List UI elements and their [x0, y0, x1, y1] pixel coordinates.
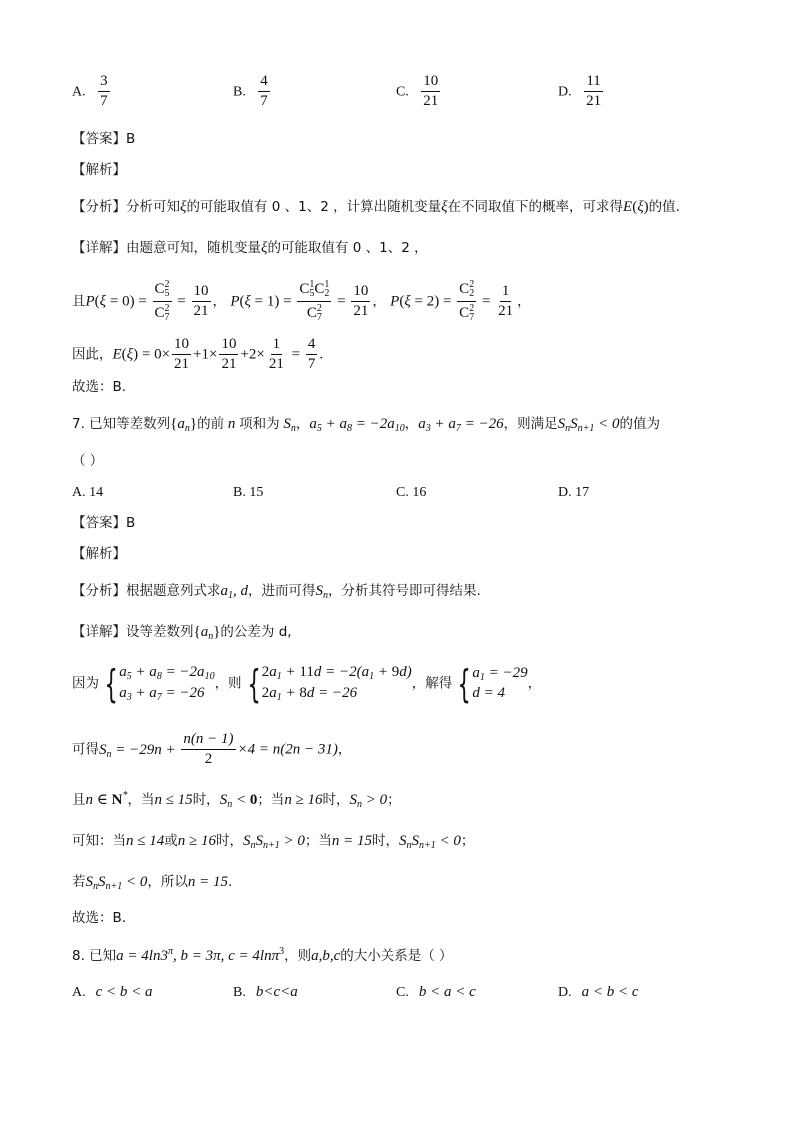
q7-paren: （ ） [72, 453, 104, 469]
q6-probabilities: 且P(ξ = 0) = $\frac{C^2_5}{C^2_7}$ = $\frac{10}{21}$ ， P(ξ = 1) = $\frac{C^1_5C^1_2}{C^2_7}$ = $\frac{10}{21}$ ， P(ξ = 2) = $\frac{C^2_2}{C^2_7}$ = $\frac{1}{21}$ ， [72, 279, 531, 323]
q7-fenxi: 【分析】根据题意列式求$a_1$, d，进而可得$S_n$，分析其符号即可得结果. [72, 583, 481, 601]
q8-option-d: D. a < b < c [558, 984, 639, 1000]
q7-analysis-heading: 【解析】 [72, 546, 126, 562]
q6-option-c: C. $\frac{10}{21}$ [396, 73, 439, 109]
q6-analysis-heading: 【解析】 [72, 162, 126, 178]
q7-ruo-line: 若$S_nS_{n+1} < 0$，所以n = 15. [72, 874, 233, 892]
q7-option-c: C. 16 [396, 485, 427, 500]
q8-option-c: C. b < a < c [396, 984, 476, 1000]
q7-answer: 【答案】B [72, 515, 136, 531]
q7-stem: 7. 已知等差数列$\{a_n\}$的前 n 项和为 $S_n$，$a_5 + a_8 = -2a_{10}$，$a_3 + a_7 = -26$，则满足$S_nS_{n+1} < 0$的值为 [72, 416, 660, 434]
q6-expectation: 因此，E(ξ) = 0× $\frac{10}{21}$ +1× $\frac{10}{21}$ +2× $\frac{1}{21}$ = $\frac{4}{7}$ . [72, 336, 324, 372]
q6-option-d: D. $\frac{11}{21}$ [558, 73, 602, 109]
q8-option-b: B. b<c<a [233, 984, 298, 1000]
fraction: $\frac{11}{21}$ [586, 73, 602, 109]
q7-option-d: D. 17 [558, 485, 590, 500]
fraction: $\frac{4}{7}$ [260, 73, 268, 109]
q7-sn-formula: 可得$S_n = -29n$ + $\frac{n(n - 1)}{2}$ ×4 = n(2n − 31)， [72, 731, 352, 767]
fraction: $\frac{10}{21}$ [423, 73, 439, 109]
q6-xiangjie: 【详解】由题意可知，随机变量ξ的可能取值有 0 、1、2 ， [72, 240, 428, 256]
q7-option-b: B. 15 [233, 485, 264, 500]
q8-stem: 8. 已知$a = 4\ln 3^\pi$, b = 3π, c = 4lnπ$^3$，则a,b,c的大小关系是（ ） [72, 946, 453, 964]
q7-system: 因为 { $a_5 + a_8 = -2a_{10}$ $a_3 + a_7 = -26$ ，则 { $2a_1 + 11d = -2(a_1 + 9d)$ $2a_1 + 8d = -26$ ，解得 { $a_1 = -29$ d = 4 ， [72, 661, 542, 706]
q6-option-a: A. $\frac{3}{7}$ [72, 73, 108, 109]
q6-fenxi: 【分析】分析可知ξ的可能取值有 0 、1、2 ，计算出随机变量ξ在不同取值下的概率，可求得E(ξ)的值. [72, 199, 680, 215]
q7-sign-line: 且n ∈ N*，当n ≤ 15时，$S_n < 0$；当n ≥ 16时，$S_n > 0$； [72, 790, 401, 810]
q6-answer: 【答案】B [72, 131, 136, 147]
q6-conclusion: 故选：B. [72, 379, 127, 395]
q7-xiangjie: 【详解】设等差数列$\{a_n\}$的公差为 d, [72, 624, 292, 642]
q6-option-b: B. $\frac{4}{7}$ [233, 73, 268, 109]
q7-kezhi-line: 可知：当n ≤ 14或n ≥ 16时，$S_nS_{n+1} > 0$；当n = 15时，$S_nS_{n+1} < 0$； [72, 833, 475, 851]
fraction: $\frac{3}{7}$ [100, 73, 108, 109]
q8-option-a: A. c < b < a [72, 984, 153, 1000]
q7-option-a: A. 14 [72, 485, 104, 500]
q7-conclusion: 故选：B. [72, 910, 127, 926]
